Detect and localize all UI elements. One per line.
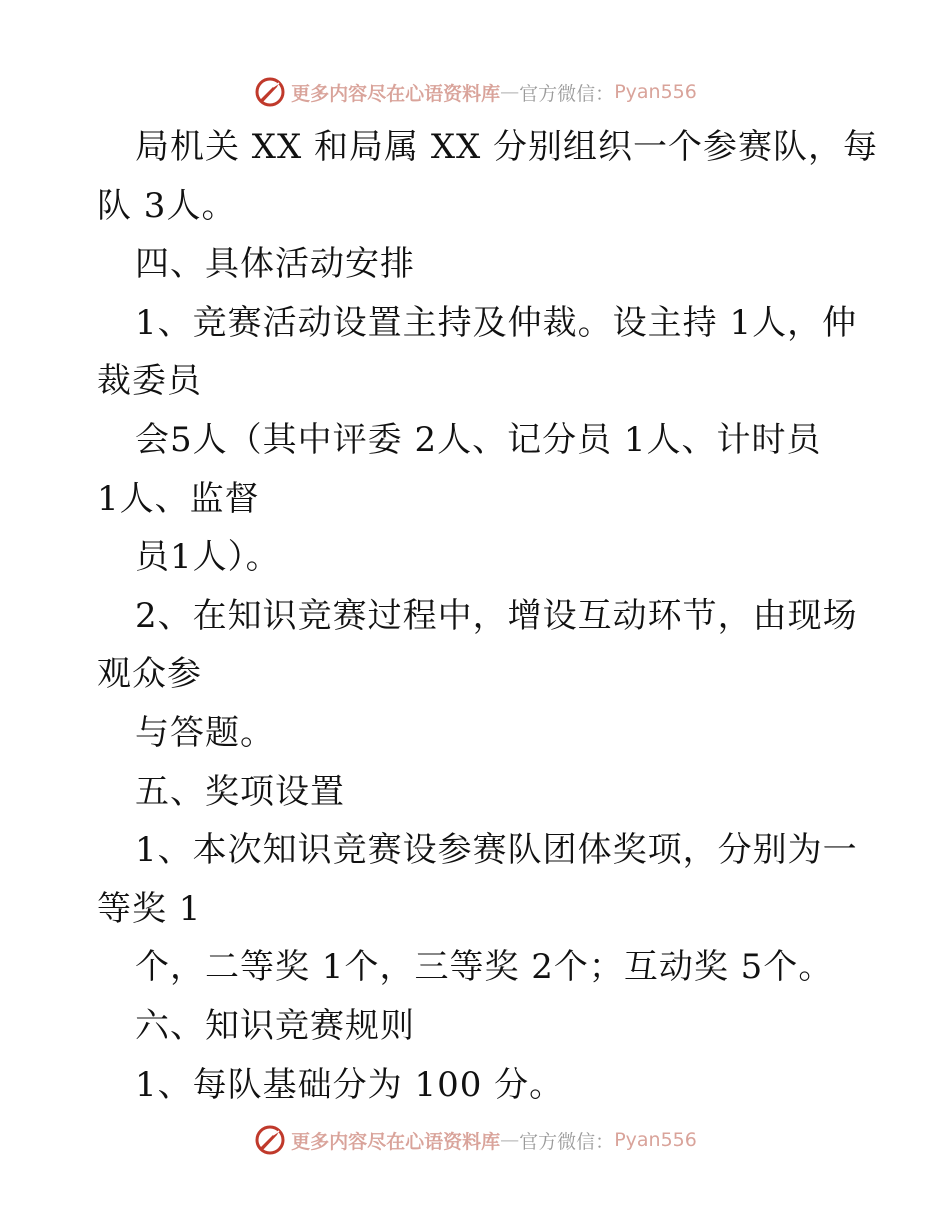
section-heading: 六、知识竞赛规则 (135, 1005, 415, 1046)
text-line: 裁委员 (97, 361, 202, 402)
watermark-brand: 更多内容尽在心语资料库 (291, 1130, 501, 1153)
text-line: 1、本次知识竞赛设参赛队团体奖项，分别为一 (135, 830, 858, 871)
text-line: 1人、监督 (97, 478, 260, 519)
footer-watermark (0, 1120, 950, 1160)
section-heading: 四、具体活动安排 (135, 244, 415, 285)
watermark-brand: 更多内容尽在心语资料库 (291, 82, 501, 105)
text-line: 与答题。 (135, 712, 275, 753)
pen-logo-icon (253, 75, 287, 109)
text-line: 观众参 (97, 654, 202, 695)
watermark-dash: — (500, 1129, 520, 1151)
watermark-id: Pyan556 (614, 81, 697, 103)
text-line: 员1人）。 (135, 537, 281, 578)
header-watermark (0, 72, 950, 112)
text-line: 2、在知识竞赛过程中，增设互动环节，由现场 (135, 595, 858, 636)
watermark-id: Pyan556 (614, 1129, 697, 1151)
text-line: 个，二等奖 1个，三等奖 2个；互动奖 5个。 (135, 947, 834, 988)
watermark-dash: — (500, 81, 520, 103)
watermark-official: 官方微信： (519, 1130, 615, 1153)
text-line: 会5人（其中评委 2人、记分员 1人、计时员 (135, 419, 822, 460)
text-line: 局机关 XX 和局属 XX 分别组织一个参赛队，每 (135, 127, 879, 167)
text-line: 队 3人。 (97, 185, 237, 226)
pen-logo-icon (253, 1123, 287, 1157)
text-line: 1、每队基础分为 100 分。 (135, 1064, 565, 1105)
section-heading: 五、奖项设置 (135, 771, 345, 812)
text-line: 1、竞赛活动设置主持及仲裁。设主持 1人，仲 (135, 302, 858, 343)
watermark-official: 官方微信： (519, 82, 615, 105)
text-line: 等奖 1 (97, 888, 202, 929)
document-body (97, 118, 879, 1114)
